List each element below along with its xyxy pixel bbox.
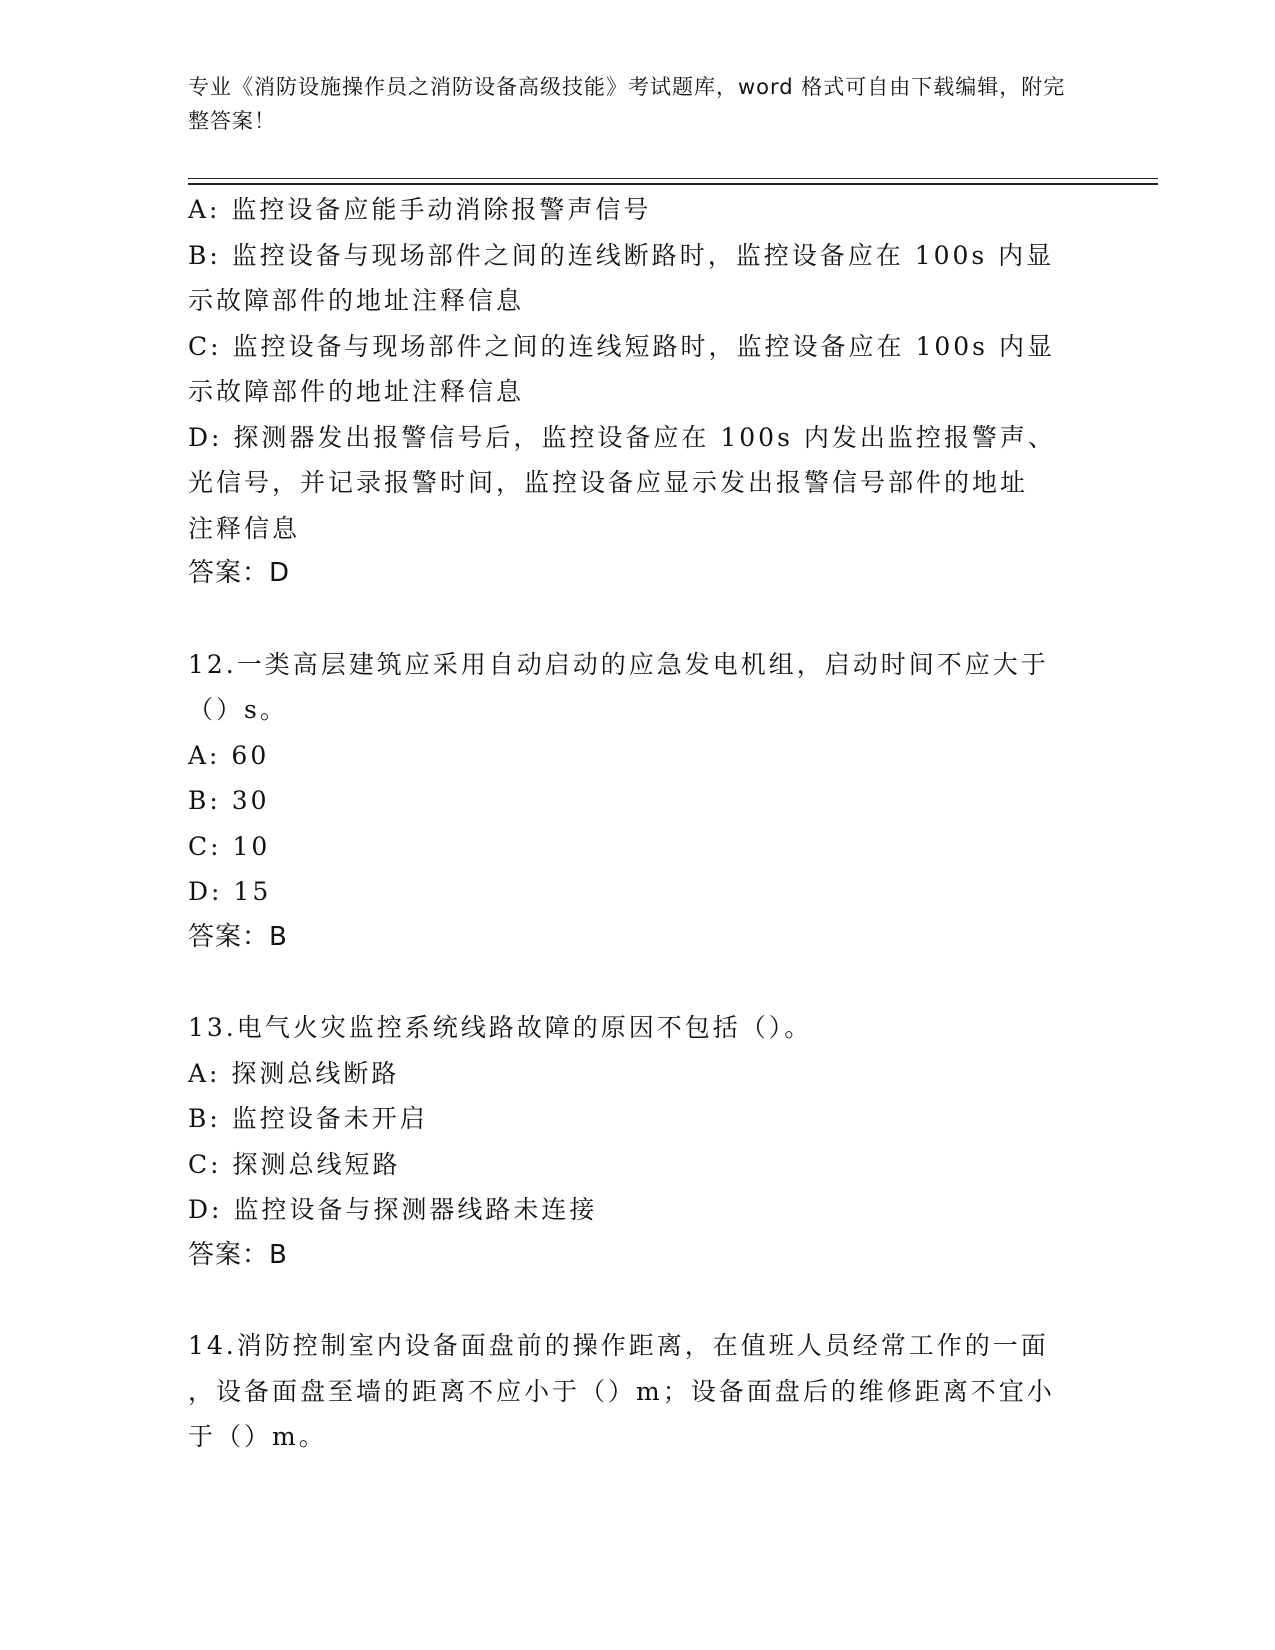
option-d-continued: 注释信息 [188,513,301,543]
option-c: C: 监控设备与现场部件之间的连线短路时，监控设备应在 100s 内显 [188,331,1055,361]
option-a: A: 探测总线断路 [188,1058,400,1088]
answer-label: 答案：B [188,921,288,952]
question-stem: 14.消防控制室内设备面盘前的操作距离，在值班人员经常工作的一面 [188,1331,1049,1360]
answer-label: 答案：D [188,558,291,588]
question-stem: 13.电气火灾监控系统线路故障的原因不包括（）。 [188,1013,813,1042]
spacer [188,1278,1068,1323]
option-c: C: 探测总线短路 [188,1149,401,1179]
option-c: C: 10 [188,831,271,861]
option-a: A: 监控设备应能手动消除报警声信号 [188,195,652,224]
spacer [188,960,1068,1005]
option-d: D: 监控设备与探测器线路未连接 [188,1195,598,1224]
header-divider-thin [188,178,1158,179]
question-stem: 12.一类高层建筑应采用自动启动的应急发电机组，启动时间不应大于 [188,649,1049,679]
option-b-continued: 示故障部件的地址注释信息 [188,286,525,315]
option-d: D: 15 [188,877,272,906]
option-c-continued: 示故障部件的地址注释信息 [188,377,525,406]
question-stem-continued: 于（）m。 [188,1422,327,1451]
question-stem-continued: ，设备面盘至墙的距离不应小于（）m；设备面盘后的维修距离不宜小 [188,1376,1055,1406]
spacer [188,597,1068,642]
question-14 [188,1323,1068,1460]
question-11-continued [188,187,1068,597]
option-a: A: 60 [188,740,270,770]
header-divider-thick [188,183,1158,185]
question-13 [188,1005,1068,1278]
question-content [188,187,1068,1460]
document-header: 专业《消防设施操作员之消防设备高级技能》考试题库，word 格式可自由下载编辑，附完整答案！ [188,75,1066,133]
question-12 [188,642,1068,961]
option-b: B: 监控设备与现场部件之间的连线断路时，监控设备应在 100s 内显 [188,240,1055,270]
option-d-continued: 光信号，并记录报警时间，监控设备应显示发出报警信号部件的地址 [188,468,1029,497]
option-b: B: 30 [188,786,270,815]
option-d: D: 探测器发出报警信号后，监控设备应在 100s 内发出监控报警声、 [188,422,1056,452]
option-b: B: 监控设备未开启 [188,1104,428,1133]
answer-label: 答案：B [188,1239,288,1270]
question-stem-continued: （）s。 [188,695,288,724]
